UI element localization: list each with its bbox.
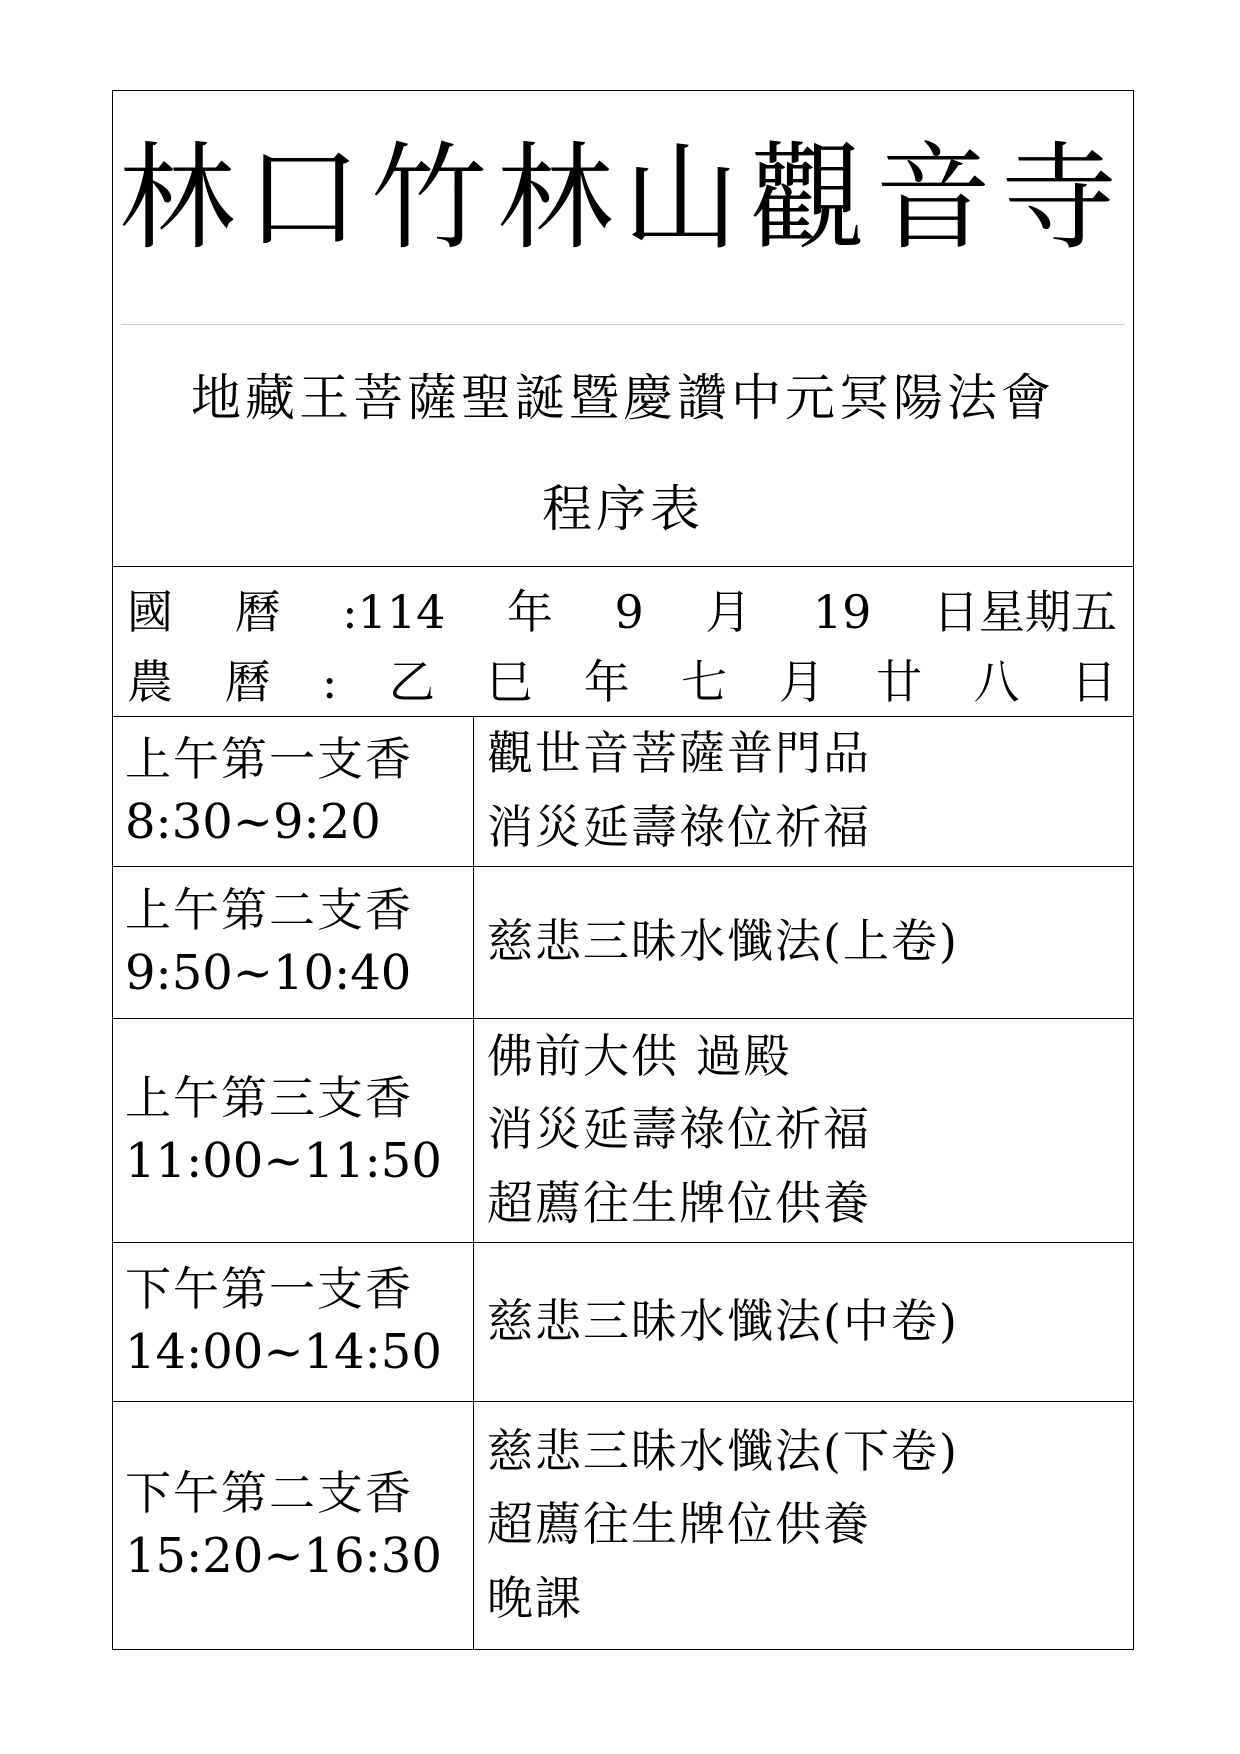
- program-cell: [487, 1401, 1117, 1649]
- lunar-date: [127, 655, 1117, 709]
- gregorian-date-part: 國: [127, 585, 173, 639]
- program-item: 晚課: [487, 1570, 583, 1625]
- gregorian-date-part: 曆: [234, 585, 281, 639]
- program-cell: [487, 716, 1117, 866]
- lunar-date-part: 農: [127, 655, 173, 709]
- gregorian-date-part: 19: [812, 585, 872, 639]
- gregorian-date-part: :114: [342, 585, 446, 639]
- program-cell: [487, 866, 1117, 1018]
- lunar-date-part: 日: [1070, 655, 1117, 709]
- schedule-frame: [112, 90, 1134, 1650]
- gregorian-date-part: 年: [506, 585, 553, 639]
- lunar-date-part: 曆: [224, 655, 271, 709]
- lunar-date-part: 乙: [388, 655, 435, 709]
- temple-title: 林口竹林山觀音寺: [119, 130, 1127, 266]
- lunar-date-part: 月: [778, 655, 825, 709]
- session-label: 上午第三支香: [125, 1070, 413, 1125]
- title-divider: [121, 324, 1125, 325]
- gregorian-date: [127, 585, 1117, 639]
- gregorian-date-part: 日星期五: [932, 585, 1117, 639]
- schedule-row: [113, 1018, 1133, 1242]
- schedule-row: [113, 716, 1133, 866]
- lunar-date-part: 八: [973, 655, 1020, 709]
- session-time: 14:00~14:50: [125, 1324, 442, 1381]
- program-cell: [487, 1018, 1117, 1242]
- session-cell: [125, 1018, 465, 1242]
- program-item: 觀世音菩薩普門品: [487, 726, 871, 781]
- title-area: [113, 91, 1133, 326]
- schedule-row: [113, 866, 1133, 1018]
- session-label: 上午第一支香: [125, 731, 413, 786]
- lunar-date-part: 廿: [876, 655, 922, 709]
- lunar-date-part: 年: [583, 655, 630, 709]
- gregorian-date-part: 9: [614, 585, 644, 639]
- session-label: 下午第一支香: [125, 1262, 413, 1317]
- session-time: 8:30~9:20: [125, 793, 381, 850]
- ceremony-title: 地藏王菩薩聖誕暨慶讚中元冥陽法會: [191, 369, 1055, 427]
- session-cell: [125, 1242, 465, 1401]
- schedule-row: [113, 1242, 1133, 1401]
- program-cell: [487, 1242, 1117, 1401]
- program-item: 超薦往生牌位供養: [487, 1497, 871, 1552]
- schedule-row: [113, 1401, 1133, 1649]
- program-item: 慈悲三昧水懺法(上卷): [487, 914, 959, 969]
- divider-after-title: [113, 566, 1133, 567]
- program-item: 消災延壽祿位祈福: [487, 800, 871, 854]
- session-label: 下午第二支香: [125, 1465, 413, 1520]
- lunar-date-part: :: [321, 655, 338, 709]
- session-label: 上午第二支香: [125, 882, 413, 937]
- session-cell: [125, 1401, 465, 1649]
- program-item: 消災延壽祿位祈福: [487, 1102, 871, 1157]
- program-item: 佛前大供 過殿: [487, 1028, 792, 1083]
- program-table-title: 程序表: [542, 480, 704, 538]
- program-item: 慈悲三昧水懺法(中卷): [487, 1293, 959, 1348]
- program-item: 慈悲三昧水懺法(下卷): [487, 1423, 959, 1478]
- session-cell: [125, 716, 465, 866]
- lunar-date-part: 巳: [486, 655, 533, 709]
- session-time: 15:20~16:30: [125, 1527, 442, 1584]
- session-time: 11:00~11:50: [125, 1132, 442, 1189]
- session-cell: [125, 866, 465, 1018]
- session-time: 9:50~10:40: [125, 944, 412, 1001]
- lunar-date-part: 七: [681, 655, 728, 709]
- program-item: 超薦往生牌位供養: [487, 1175, 871, 1230]
- gregorian-date-part: 月: [705, 585, 752, 639]
